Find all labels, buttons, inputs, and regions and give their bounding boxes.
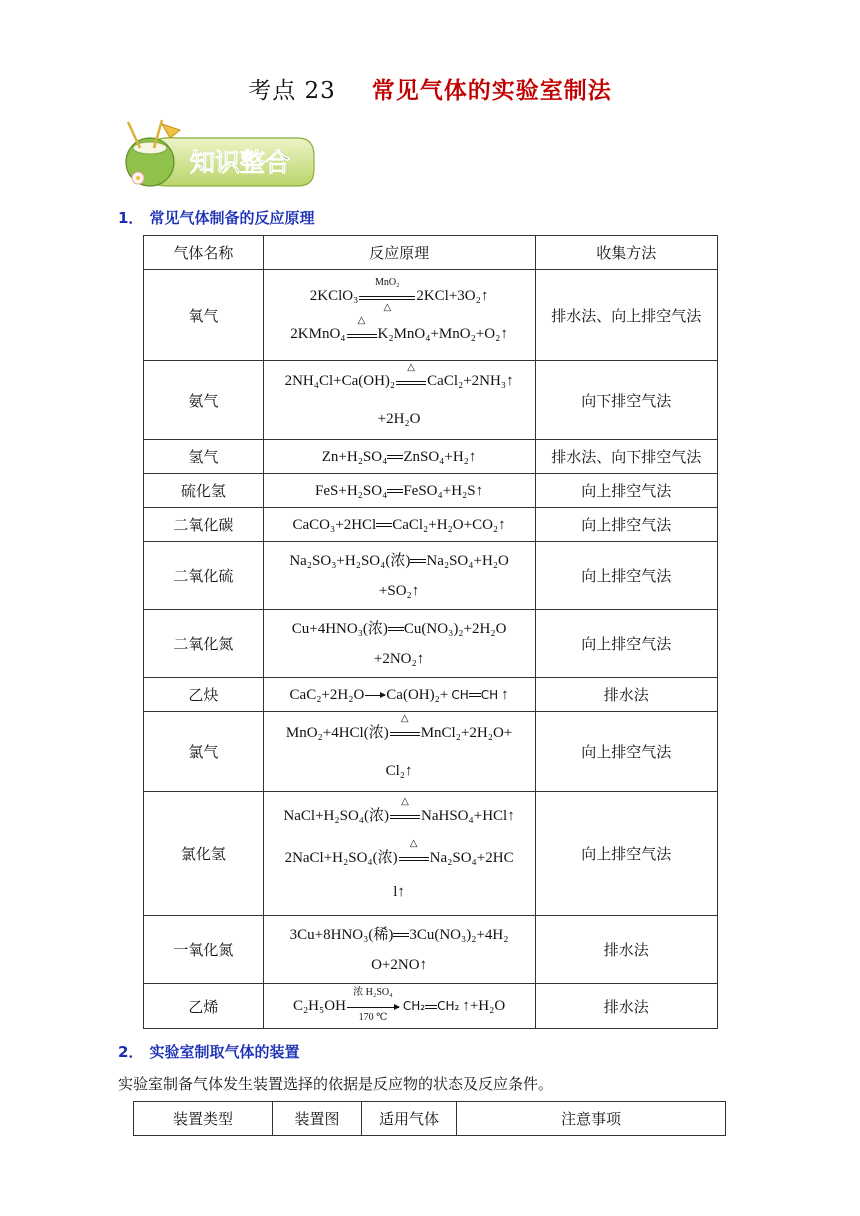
collection-method: 排水法 xyxy=(535,916,717,984)
header-applicable-gas: 适用气体 xyxy=(362,1102,457,1136)
reaction-equation: Zn+H₂SO₄ ZnSO₄+H₂↑ xyxy=(263,440,535,474)
collection-method: 排水法、向上排空气法 xyxy=(535,270,717,361)
collection-method: 向下排空气法 xyxy=(535,361,717,440)
catalyst-heat-condition: MnO₂ △ xyxy=(359,291,415,303)
apparatus-table xyxy=(133,1101,726,1136)
knowledge-summary-badge xyxy=(118,118,318,196)
header-apparatus-diagram: 装置图 xyxy=(273,1102,362,1136)
table-row xyxy=(144,678,718,712)
gas-name: 氯化氢 xyxy=(144,792,264,916)
gas-name: 二氧化氮 xyxy=(144,610,264,678)
section-title: 常见气体制备的反应原理 xyxy=(149,209,315,227)
section-number: 1． xyxy=(118,209,144,227)
table-row xyxy=(144,712,718,792)
reaction-equation: 2NH₄Cl+Ca(OH)₂ △ CaCl₂+2NH₃↑ +2H₂O xyxy=(263,361,535,440)
table-row xyxy=(144,508,718,542)
collection-method: 排水法 xyxy=(535,984,717,1029)
table-row xyxy=(144,361,718,440)
reaction-equation: C₂H₅OH 浓 H₂SO₄ 170 ℃ CH₂ CH₂ ↑+H₂O xyxy=(263,984,535,1029)
gas-preparation-table xyxy=(143,235,718,1029)
reaction-equation: MnO₂+4HCl(浓) △ MnCl₂+2H₂O+ Cl₂↑ xyxy=(263,712,535,792)
gas-name: 氢气 xyxy=(144,440,264,474)
header-notes: 注意事项 xyxy=(457,1102,726,1136)
section-title: 实验室制取气体的装置 xyxy=(149,1043,300,1061)
topic-name: 常见气体的实验室制法 xyxy=(371,77,612,104)
table-row xyxy=(144,984,718,1029)
table-row xyxy=(144,270,718,361)
apparatus-intro-paragraph: 实验室制备气体发生装置选择的依据是反应物的状态及反应条件。 xyxy=(118,1075,554,1093)
reaction-equation: NaCl+H₂SO₄(浓) △ NaHSO₄+HCl↑ 2NaCl+H₂SO₄(浓) △ Na₂SO₄+2HC l↑ xyxy=(263,792,535,916)
badge-label: 知识整合 xyxy=(189,148,291,177)
table-header-row xyxy=(134,1102,726,1136)
header-apparatus-type: 装置类型 xyxy=(134,1102,273,1136)
reaction-equation: 2KClO₃ MnO₂ △ 2KCl+3O₂↑ 2KMnO₄ △ K₂MnO₄+MnO₂+O₂↑ xyxy=(263,270,535,361)
table-row xyxy=(144,542,718,610)
ethylene-formula: CH₂ CH₂ xyxy=(402,999,460,1013)
page-title xyxy=(0,72,860,105)
reaction-equation: FeS+H₂SO₄ FeSO₄+H₂S↑ xyxy=(263,474,535,508)
gas-name: 氯气 xyxy=(144,712,264,792)
gas-name: 二氧化碳 xyxy=(144,508,264,542)
collection-method: 排水法、向下排空气法 xyxy=(535,440,717,474)
table-row xyxy=(144,610,718,678)
header-gas-name: 气体名称 xyxy=(144,236,264,270)
section-heading-apparatus xyxy=(118,1041,299,1062)
reaction-equation: Na₂SO₃+H₂SO₄(浓) Na₂SO₄+H₂O +SO₂↑ xyxy=(263,542,535,610)
reaction-equation: 3Cu+8HNO₃(稀) 3Cu(NO₃)₂+4H₂ O+2NO↑ xyxy=(263,916,535,984)
header-collection-method: 收集方法 xyxy=(535,236,717,270)
gas-name: 硫化氢 xyxy=(144,474,264,508)
gas-name: 乙烯 xyxy=(144,984,264,1029)
acetylene-formula: CH CH xyxy=(451,687,499,702)
section-number: 2． xyxy=(118,1043,144,1061)
table-row xyxy=(144,474,718,508)
topic-number: 考点 23 xyxy=(248,78,336,104)
table-header-row xyxy=(144,236,718,270)
collection-method: 排水法 xyxy=(535,678,717,712)
table-row xyxy=(144,792,718,916)
gas-name: 一氧化氮 xyxy=(144,916,264,984)
gas-name: 氨气 xyxy=(144,361,264,440)
table-row xyxy=(144,440,718,474)
table-row xyxy=(144,916,718,984)
collection-method: 向上排空气法 xyxy=(535,712,717,792)
reaction-equation: CaCO₃+2HCl CaCl₂+H₂O+CO₂↑ xyxy=(263,508,535,542)
collection-method: 向上排空气法 xyxy=(535,508,717,542)
collection-method: 向上排空气法 xyxy=(535,542,717,610)
reaction-equation: Cu+4HNO₃(浓) Cu(NO₃)₂+2H₂O +2NO₂↑ xyxy=(263,610,535,678)
heat-condition: △ xyxy=(347,329,377,341)
gas-name: 二氧化硫 xyxy=(144,542,264,610)
gas-name: 乙炔 xyxy=(144,678,264,712)
collection-method: 向上排空气法 xyxy=(535,792,717,916)
collection-method: 向上排空气法 xyxy=(535,474,717,508)
gas-name: 氧气 xyxy=(144,270,264,361)
header-reaction-principle: 反应原理 xyxy=(263,236,535,270)
reaction-equation: CaC₂+2H₂O Ca(OH)₂+ CH CH ↑ xyxy=(263,678,535,712)
collection-method: 向上排空气法 xyxy=(535,610,717,678)
section-heading-reaction-principles xyxy=(118,207,314,228)
